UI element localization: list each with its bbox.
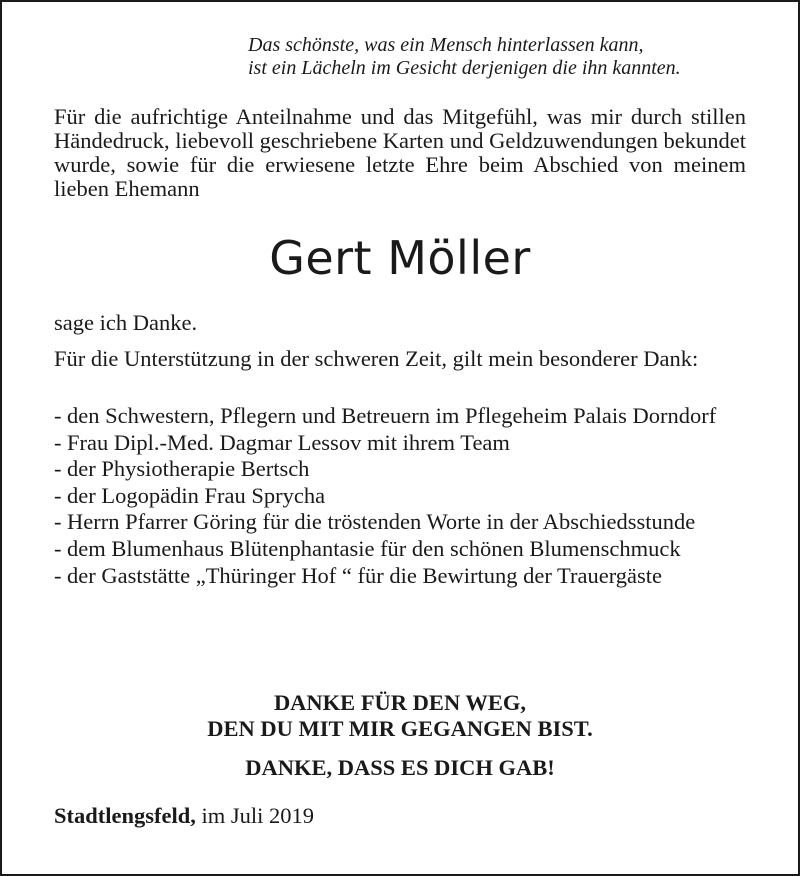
list-item-text: der Logopädin Frau Sprycha: [67, 482, 326, 508]
list-item: [54, 483, 754, 510]
list-item: [54, 563, 754, 590]
list-dash: -: [54, 562, 62, 588]
list-item-text: der Gaststätte „Thüringer Hof “ für die Bewirtung der Trauergäste: [67, 562, 663, 588]
intro-paragraph: Für die aufrichtige Anteilnahme und das Mitgefühl, was mir durch stillen Händedruck, liebevoll geschriebene Karten und Geldzuwendungen bekundet wurde, sowie für die erwiesene letzte Ehre beim Abschied von meinem lieben Ehemann: [54, 104, 746, 201]
list-dash: -: [54, 429, 62, 455]
list-item-text: Herrn Pfarrer Göring für die tröstenden Worte in der Abschiedsstunde: [67, 509, 696, 535]
closing-line-1: DANKE FÜR DEN WEG,: [273, 690, 527, 715]
quote-line-1: Das schönste, was ein Mensch hinterlassen kann,: [248, 34, 644, 56]
special-thanks-paragraph: Für die Unterstützung in der schweren Zeit, gilt mein besonderer Dank:: [54, 346, 699, 371]
list-item-text: der Physiotherapie Bertsch: [67, 456, 310, 482]
list-item: [54, 403, 754, 430]
memorial-quote: [248, 34, 681, 80]
signature-date: im Juli 2019: [201, 803, 315, 828]
thanks-list: [54, 403, 754, 589]
closing-line-2: DEN DU MIT MIR GEGANGEN BIST.: [207, 716, 593, 741]
list-item: [54, 509, 754, 536]
list-dash: -: [54, 509, 62, 535]
list-item: [54, 456, 754, 483]
signature: [54, 803, 314, 829]
list-dash: -: [54, 403, 62, 428]
list-item: [54, 536, 754, 563]
closing-line-3: DANKE, DASS ES DICH GAB!: [245, 755, 555, 780]
list-dash: -: [54, 535, 62, 561]
deceased-name: Gert Möller: [269, 231, 531, 285]
list-item-text: den Schwestern, Pflegern und Betreuern im Pflegeheim Palais Dorndorf: [67, 403, 717, 428]
list-item-text: dem Blumenhaus Blütenphantasie für den schönen Blumenschmuck: [67, 535, 681, 561]
list-dash: -: [54, 456, 62, 482]
quote-line-2: ist ein Lächeln im Gesicht derjenigen die ihn kannten.: [248, 57, 681, 79]
closing-verse: [0, 690, 800, 742]
list-dash: -: [54, 482, 62, 508]
thanks-line: sage ich Danke.: [54, 310, 198, 335]
signature-place: Stadtlengsfeld,: [54, 803, 196, 828]
list-item-text: Frau Dipl.-Med. Dagmar Lessov mit ihrem Team: [67, 429, 510, 455]
list-item: [54, 430, 754, 457]
